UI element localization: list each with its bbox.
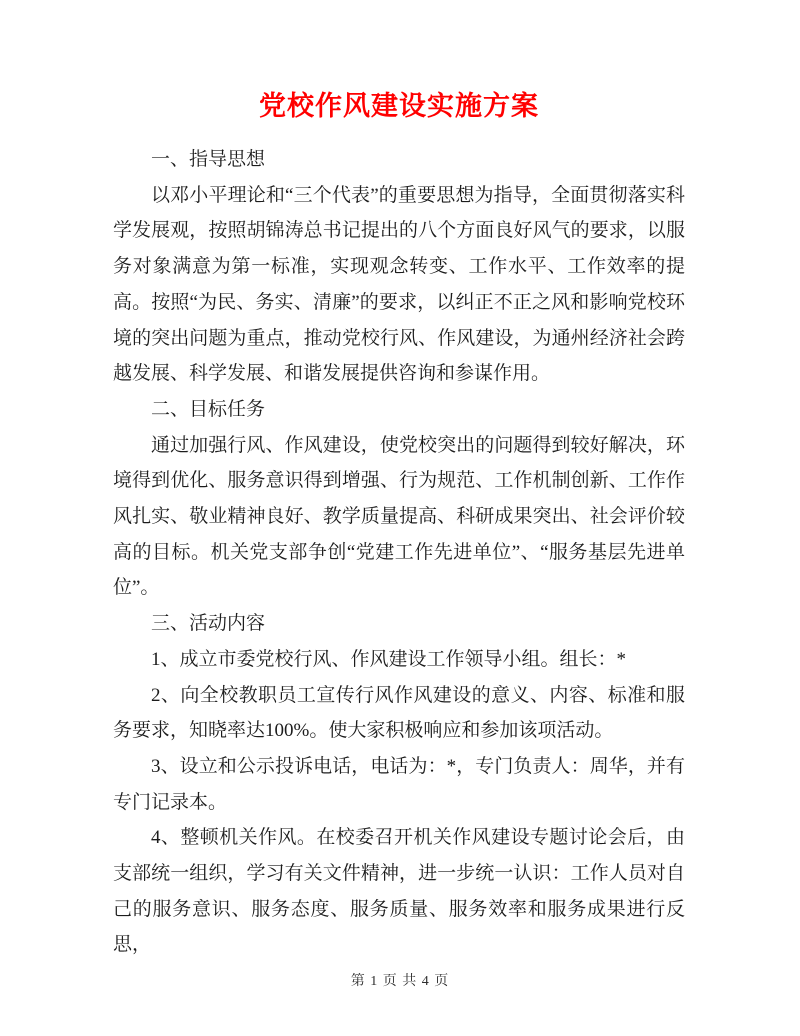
list-item: 2、向全校教职员工宣传行风作风建设的意义、内容、标准和服务要求，知晓率达100%。使大家积极响应和参加该项活动。 xyxy=(113,684,685,742)
document-paragraph: 通过加强行风、作风建设，使党校突出的问题得到较好解决，环境得到优化、服务意识得到增强、行为规范、工作机制创新、工作作风扎实、敬业精神良好、教学质量提高、科研成果突出、社会评价较高的目标。机关党支部争创“党建工作先进单位”、“服务基层先进单位”。 xyxy=(113,434,685,599)
document-title: 党校作风建设实施方案 xyxy=(259,91,539,121)
list-item: 3、设立和公示投诉电话，电话为：*，专门负责人：周华，并有专门记录本。 xyxy=(113,755,685,813)
page-number-footer: 第 1 页 共 4 页 xyxy=(350,974,450,989)
document-body xyxy=(113,142,685,963)
list-item: 4、整顿机关作风。在校委召开机关作风建设专题讨论会后，由支部统一组织，学习有关文件精神，进一步统一认识：工作人员对自己的服务意识、服务态度、服务质量、服务效率和服务成果进行反思， xyxy=(113,827,685,956)
section-heading: 一、指导思想 xyxy=(151,149,266,170)
list-item: 1、成立市委党校行风、作风建设工作领导小组。组长：* xyxy=(151,648,627,670)
section-heading: 二、目标任务 xyxy=(151,398,266,420)
document-paragraph: 以邓小平理论和“三个代表”的重要思想为指导，全面贯彻落实科学发展观，按照胡锦涛总书记提出的八个方面良好风气的要求，以服务对象满意为第一标准，实现观念转变、工作水平、工作效率的提高。按照“为民、务实、清廉”的要求，以纠正不正之风和影响党校环境的突出问题为重点，推动党校行风、作风建设，为通州经济社会跨越发展、科学发展、和谐发展提供咨询和参谋作用。 xyxy=(113,184,685,385)
section-heading: 三、活动内容 xyxy=(151,613,266,635)
